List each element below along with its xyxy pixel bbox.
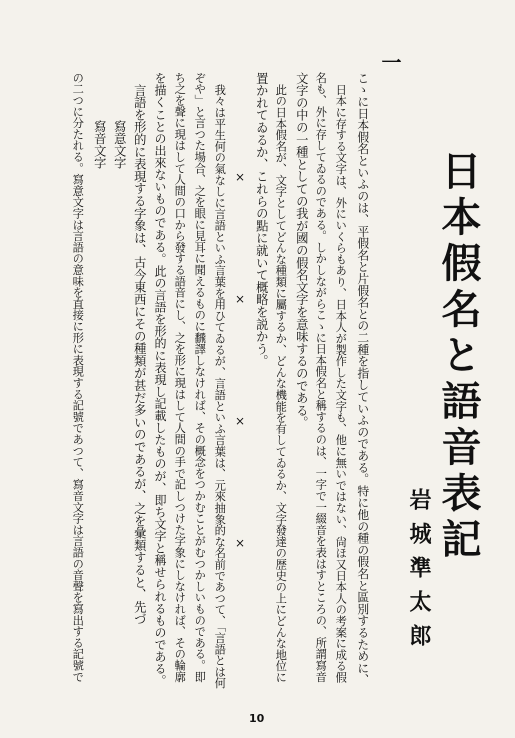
body-line: 此の日本假名が、文字としてどんな種類に屬するか、どんな機能を有してゐるか、文字發達の歴史の上にどんな地位に <box>274 84 288 683</box>
list-item: 寫意文字 <box>112 120 127 170</box>
body-line: 日本に存する文字は、外にいくらもあり、日本人が製作した文字も、他に無いではない、尙ほ又日本人の考案に成る假 <box>334 84 348 683</box>
body-line: 我々は平生何の氣なしに言語といふ言葉を用ひてゐるが、言語といふ言葉は、元來抽象的な名前であつて、「言語とは何 <box>213 84 227 689</box>
section-divider-crosses: × × × × <box>233 170 247 578</box>
article-title: 日本假名と語音表記 <box>435 150 482 564</box>
list-item: 寫音文字 <box>92 120 107 170</box>
body-line: 置かれてゐるか、これらの點に就いて概略を説かう。 <box>254 72 269 368</box>
author-name: 岩城準太郎 <box>406 488 432 658</box>
body-line: 文字の中の一種としての我が國の假名文字を意味するのである。 <box>294 72 309 429</box>
body-line: の二つに分たれる。寫意文字は言語の意味を直接に形に表現する記號であつて、寫音文字は言語の音聲を寫出する記號で <box>71 72 85 683</box>
section-number: 一 <box>378 52 402 72</box>
body-line: こゝに日本假名といふのは、平假名と片假名との二種を指していふのである。特に他の種の假名と區別するために、 <box>355 72 370 686</box>
body-line: を描くことの出來ないものである。此の言語を形的に表現し記載したものが、即ち文字と稱せられるものである。 <box>153 72 168 687</box>
page-number: 10 <box>249 712 265 725</box>
body-line: 言語を形的に表現する字象は、古今東西にその種類が甚だ多いのであるが、之を彙類すると、先づ <box>132 84 147 626</box>
body-line: ち之を聲に現はして人間の口から發する語音にし、之を形に現はして人間の手で記しつけた字象にしなければ、その輪廓 <box>173 72 187 683</box>
body-line: ぞや」と言つた場合、之を眼に見耳に聞えるものに飜譯しなければ、その概念をつかむことがむつかしいものである。即 <box>193 72 207 683</box>
body-line: 名も、外に存してゐるのである。しかしながらこゝに日本假名と稱するのは、一字で一綴音を表はすところの、所謂寫音 <box>314 72 328 683</box>
